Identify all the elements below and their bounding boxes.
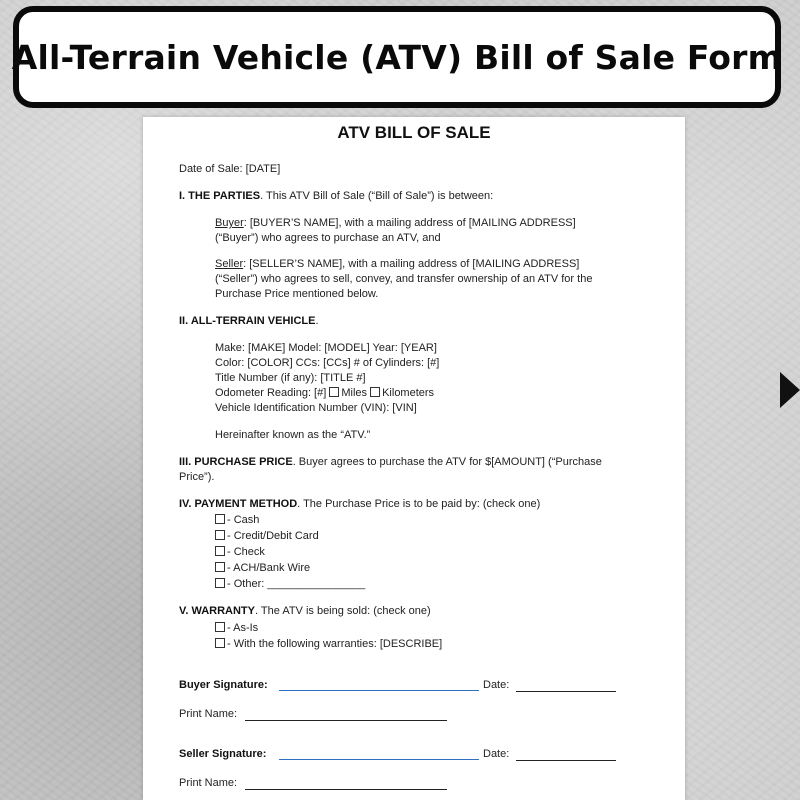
buyer-print-name-label: Print Name: <box>179 708 238 720</box>
payment-option[interactable] <box>215 529 319 544</box>
vehicle-details <box>215 341 645 416</box>
buyer-line-2: (“Buyer”) who agrees to purchase an ATV, and <box>215 232 441 244</box>
payment-section <box>179 497 649 512</box>
warranty-option[interactable] <box>215 621 258 636</box>
vehicle-heading: II. ALL-TERRAIN VEHICLE <box>179 315 316 327</box>
buyer-signature-field[interactable] <box>279 690 479 691</box>
buyer-line-1: : [BUYER’S NAME], with a mailing address of [MAILING ADDRESS] <box>243 217 576 229</box>
document-page <box>143 117 685 800</box>
payment-checkbox[interactable] <box>215 530 225 540</box>
buyer-clause <box>215 216 645 246</box>
buyer-date-label: Date: <box>483 679 510 691</box>
payment-heading: IV. PAYMENT METHOD <box>179 498 298 510</box>
vehicle-section <box>179 314 649 329</box>
warranty-option-label: - As-Is <box>227 622 259 634</box>
arrow-decoration-icon <box>780 372 800 408</box>
vehicle-vin: Vehicle Identification Number (VIN): [VIN] <box>215 402 417 414</box>
warranty-section <box>179 604 649 619</box>
seller-print-name-field[interactable] <box>245 789 447 790</box>
price-line-1: . Buyer agrees to purchase the ATV for $[AMOUNT] (“Purchase <box>292 456 602 468</box>
payment-checkbox[interactable] <box>215 578 225 588</box>
kilometers-checkbox[interactable] <box>370 387 380 397</box>
parties-text: . This ATV Bill of Sale (“Bill of Sale”) is between: <box>260 190 494 202</box>
payment-option[interactable] <box>215 561 310 576</box>
kilometers-label: Kilometers <box>382 387 435 399</box>
payment-option-label: - ACH/Bank Wire <box>227 562 311 574</box>
miles-label: Miles <box>341 387 368 399</box>
seller-label: Seller <box>215 258 244 270</box>
payment-option-label: - Cash <box>227 514 260 526</box>
parties-section <box>179 189 649 204</box>
buyer-signature-colon: : <box>263 679 268 691</box>
date-of-sale: Date of Sale: [DATE] <box>179 163 281 175</box>
seller-line-1: : [SELLER’S NAME], with a mailing address of [MAILING ADDRESS] <box>243 258 580 270</box>
buyer-print-name-field[interactable] <box>245 720 447 721</box>
warranty-heading: V. WARRANTY <box>179 605 255 617</box>
price-heading: III. PURCHASE PRICE <box>179 456 293 468</box>
miles-checkbox[interactable] <box>329 387 339 397</box>
buyer-label: Buyer <box>215 217 244 229</box>
seller-date-label: Date: <box>483 748 510 760</box>
price-line-2: Price”). <box>179 471 215 483</box>
buyer-date-field[interactable] <box>516 691 616 692</box>
seller-date-field[interactable] <box>516 760 616 761</box>
price-section <box>179 455 649 485</box>
payment-option[interactable] <box>215 545 265 560</box>
title-banner <box>13 6 781 108</box>
payment-checkbox[interactable] <box>215 546 225 556</box>
payment-option-label: - Credit/Debit Card <box>227 530 319 542</box>
vehicle-heading-period: . <box>315 315 319 327</box>
buyer-signature-text: Buyer Signature <box>179 679 264 691</box>
warranty-option[interactable] <box>215 637 442 652</box>
payment-option-label: - Other: ________________ <box>227 578 366 590</box>
vehicle-make-model-year: Make: [MAKE] Model: [MODEL] Year: [YEAR] <box>215 342 437 354</box>
payment-text: . The Purchase Price is to be paid by: (check one) <box>297 498 541 510</box>
seller-signature-field[interactable] <box>279 759 479 760</box>
warranty-checkbox[interactable] <box>215 638 225 648</box>
odometer-reading: Odometer Reading: [#] <box>215 387 327 399</box>
payment-option[interactable] <box>215 513 259 528</box>
seller-signature-text: Seller Signature <box>179 748 263 760</box>
seller-print-name-label: Print Name: <box>179 777 238 789</box>
payment-option[interactable] <box>215 577 365 592</box>
parties-heading: I. THE PARTIES <box>179 190 261 202</box>
hereinafter-known: Hereinafter known as the “ATV.” <box>215 429 371 441</box>
seller-line-3: Purchase Price mentioned below. <box>215 288 379 300</box>
vehicle-title-number: Title Number (if any): [TITLE #] <box>215 372 366 384</box>
document-title: ATV BILL OF SALE <box>337 123 491 142</box>
seller-signature-label <box>179 747 266 762</box>
payment-option-label: - Check <box>227 546 265 558</box>
banner-title: All-Terrain Vehicle (ATV) Bill of Sale Form <box>11 37 783 77</box>
seller-line-2: (“Seller”) who agrees to sell, convey, and transfer ownership of an ATV for the <box>215 273 593 285</box>
seller-signature-colon: : <box>262 748 267 760</box>
warranty-text: . The ATV is being sold: (check one) <box>255 605 431 617</box>
warranty-option-label: - With the following warranties: [DESCRIBE] <box>227 638 443 650</box>
warranty-checkbox[interactable] <box>215 622 225 632</box>
payment-checkbox[interactable] <box>215 514 225 524</box>
buyer-signature-label <box>179 678 268 693</box>
seller-clause <box>215 257 645 302</box>
vehicle-color-ccs: Color: [COLOR] CCs: [CCs] # of Cylinders: [#] <box>215 357 440 369</box>
payment-checkbox[interactable] <box>215 562 225 572</box>
